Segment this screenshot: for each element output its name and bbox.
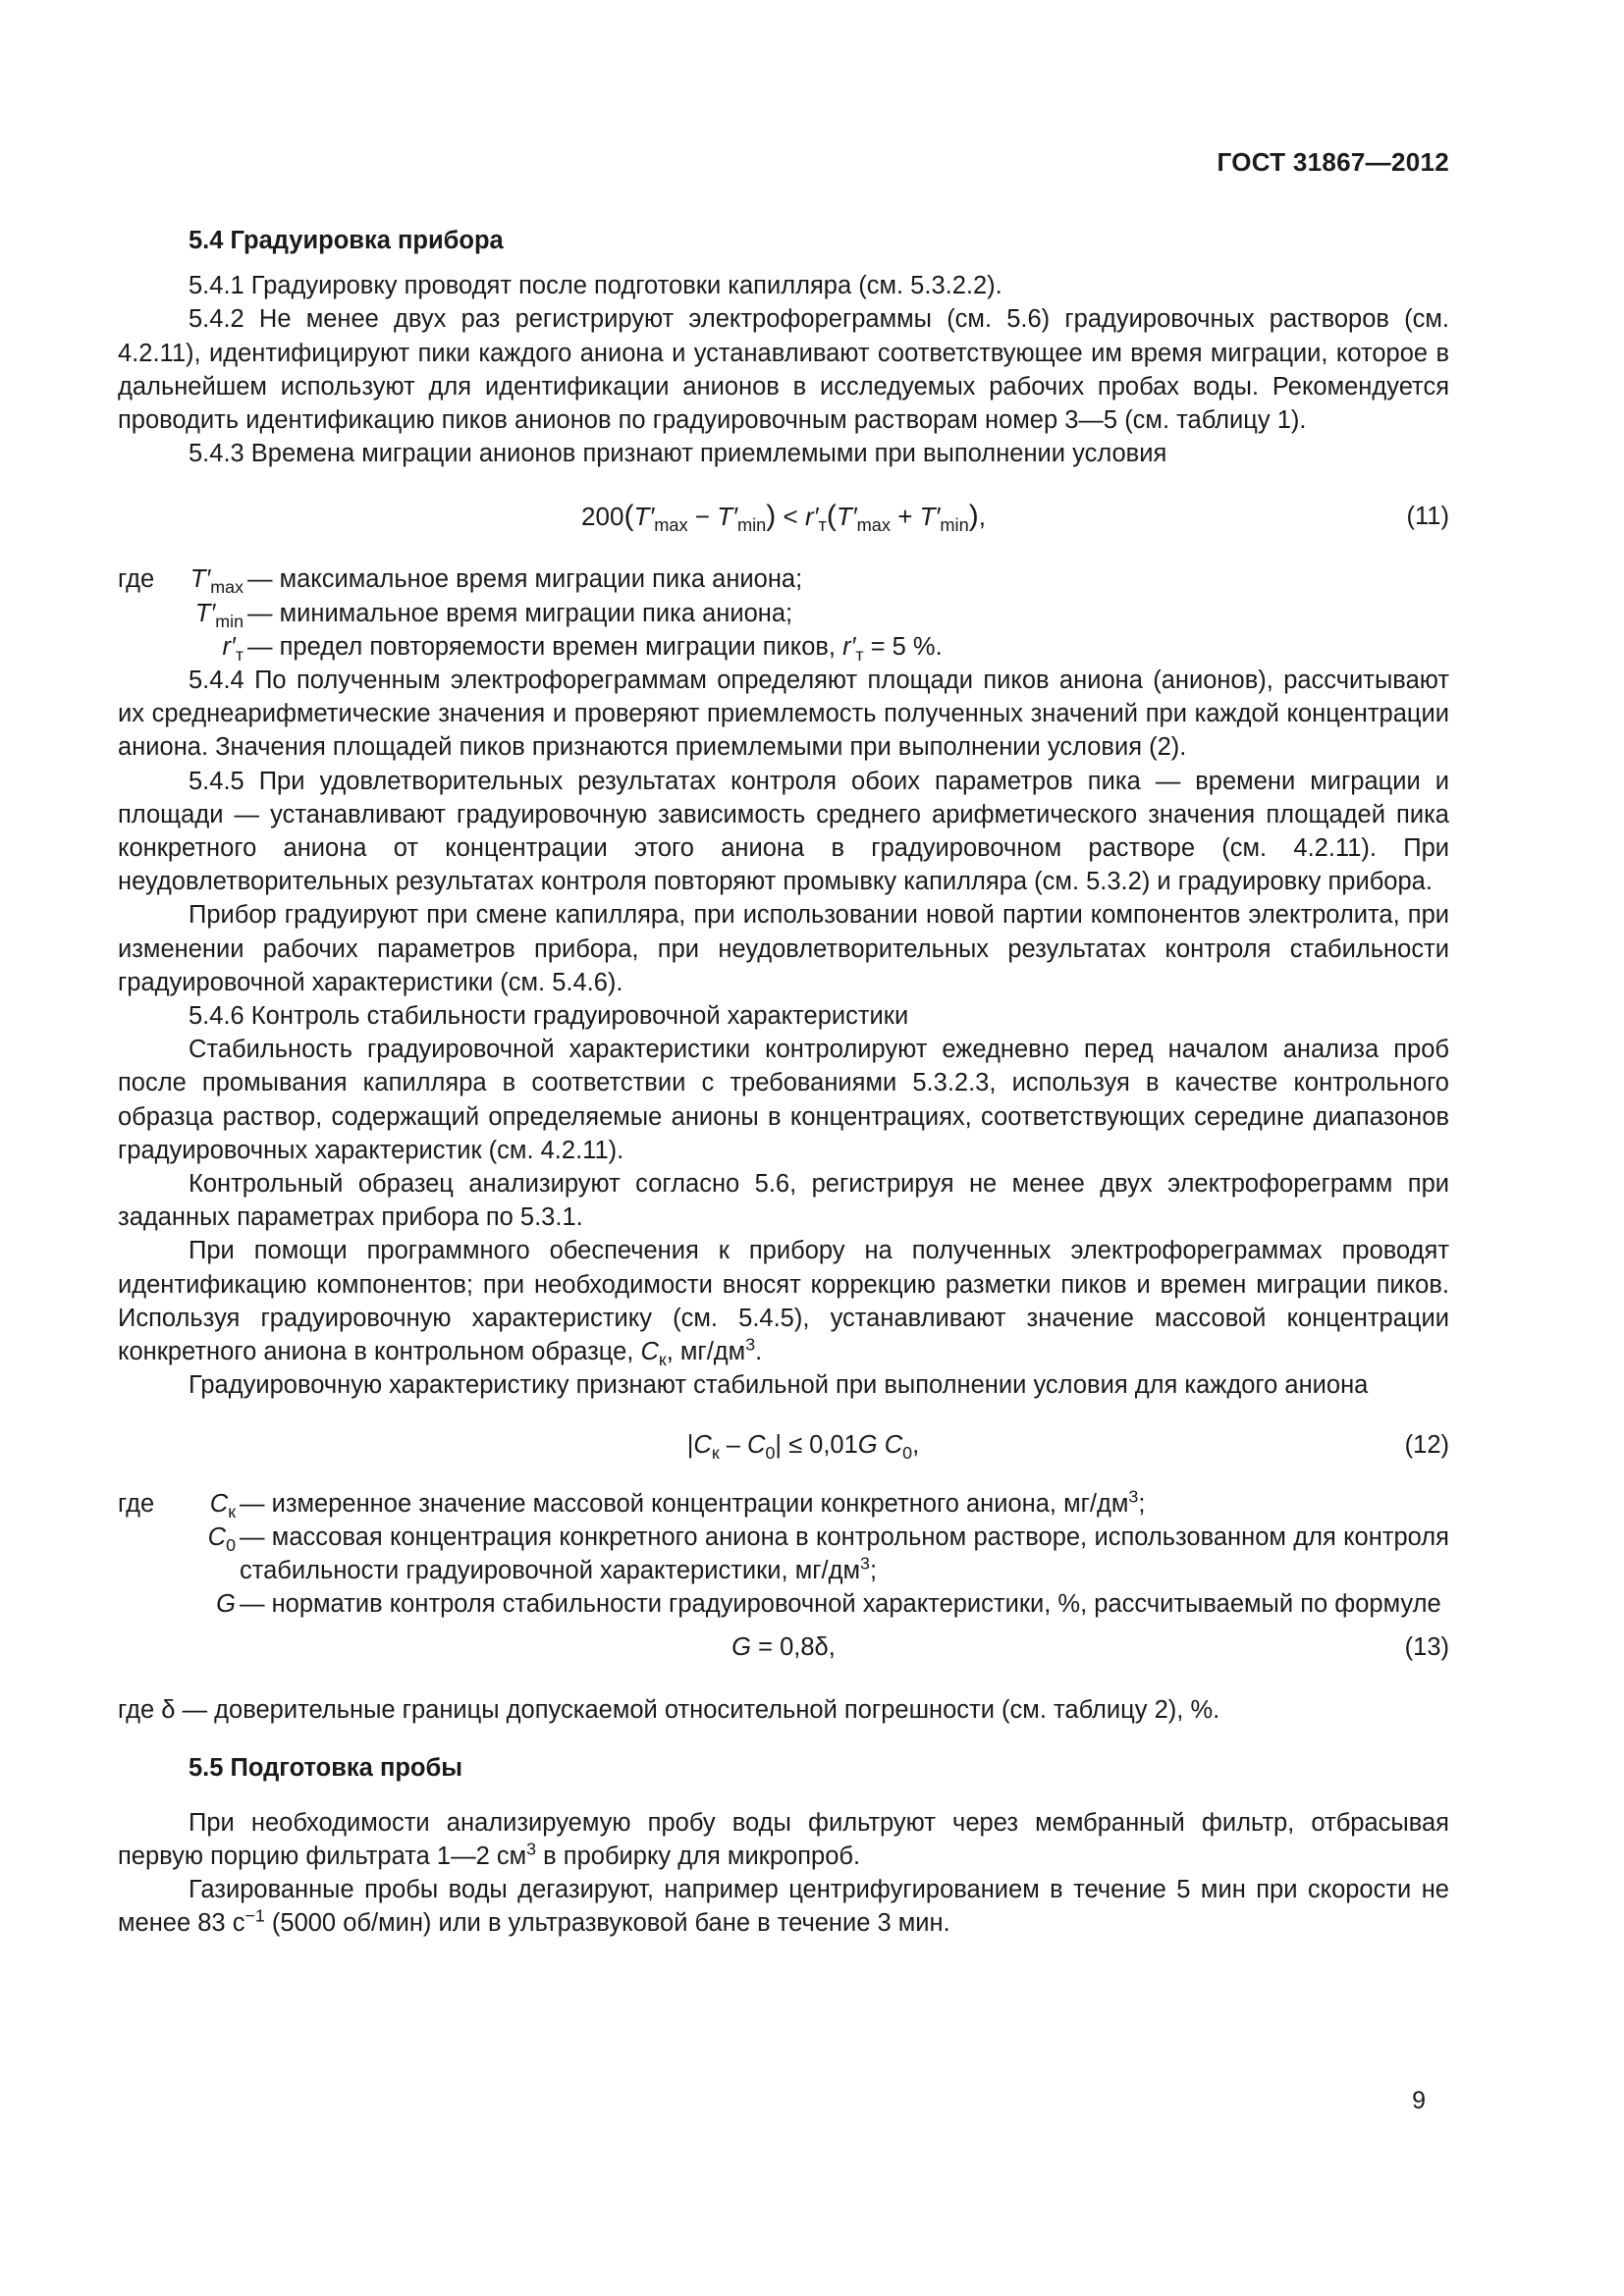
paragraph-5-4-1: 5.4.1 Градуировку проводят после подготовки капилляра (см. 5.3.2.2). [189, 272, 1002, 300]
formula-11-expression: $200(T'_{max} - T'_{min}) < r'_т(T'_{max} + T'_{min})$, [581, 500, 986, 536]
paragraph-control-sample: Контрольный образец анализируют согласно 5.6, регистрируя не менее двух электрофореграмм при заданных параметрах прибора по 5.3.1. [118, 1170, 1449, 1232]
formula-11 [118, 500, 1449, 536]
paragraph-stability: Стабильность градуировочной характеристики контролируют ежедневно перед началом анализа проб после промывания капилляра в соответствии с требованиями 5.3.2.3, используя в качестве контрольного образца раствор, содержащий определяемые анионы в концентрациях, соответствующих середине диапазонов градуировочных характеристик (см. 4.2.11). [118, 1036, 1449, 1164]
paragraph-5-4-2: 5.4.2 Не менее двух раз регистрируют электрофореграммы (см. 5.6) градуировочных растворов (см. 4.2.11), идентифицируют пики каждого аниона и устанавливают соответствующее им время миграции, которое в дальнейшем используют для идентификации анионов в исследуемых рабочих пробах воды. Рекомендуется проводить идентификацию пиков анионов по градуировочным растворам номер 3—5 (см. таблицу 1). [118, 305, 1449, 435]
paragraph-degassing: Газированные пробы воды дегазируют, например центрифугированием в течение 5 мин при скорости не менее 83 $с^{-1}$ (5000 об/мин) или в ультразвуковой бане в течение 3 мин. [118, 1876, 1449, 1938]
formula-13-legend: где δ — доверительные границы допускаемой относительной погрешности (см. таблицу 2), %. [118, 1696, 1220, 1725]
paragraph-filtering: При необходимости анализируемую пробу воды фильтруют через мембранный фильтр, отбрасывая первую порцию фильтрата 1—2 $см^3$ в пробирку для микропроб. [118, 1808, 1449, 1870]
section-title-5-4: 5.4 Градуировка прибора [189, 227, 504, 254]
formula-12-legend: где $C_к$ — измеренное значение массовой концентрации конкретного аниона, $мг/дм^3$; $C_0$ — массовая концентрация конкретного аниона в контрольном растворе, использованном для контроля стабильности градуировочной характеристики, $мг/дм^3$; G — норматив контроля стабильности градуировочной характеристики, %, рассчитываемый по формуле [118, 1486, 1449, 1619]
paragraph-recalibration: Прибор градуируют при смене капилляра, при использовании новой партии компонентов электролита, при изменении рабочих параметров прибора, при неудовлетворительных результатах контроля стабильности градуировочной характеристики (см. 5.4.6). [118, 901, 1449, 996]
formula-11-legend: где $T'_{max}$ — максимальное время миграции пика аниона; $T'_{min}$ — минимальное время миграции пика аниона; $r'_т$ — предел повторяемости времен миграции пиков, $r'_т = 5$ %. [118, 565, 943, 665]
paragraph-stable-condition: Градуировочную характеристику признают стабильной при выполнении условия для каждого аниона [189, 1371, 1369, 1400]
page-number: 9 [1412, 2087, 1426, 2114]
document-body [118, 224, 1449, 1941]
formula-11-number: (11) [1406, 503, 1449, 531]
formula-12 [118, 1428, 1449, 1462]
paragraph-5-4-6: 5.4.6 Контроль стабильности градуировочной характеристики [189, 1002, 909, 1031]
document-id-header: ГОСТ 31867—2012 [1217, 147, 1449, 177]
paragraph-5-4-4: 5.4.4 По полученным электрофореграммам определяют площади пиков аниона (анионов), рассчитывают их среднеарифметические значения и проверяют приемлемость полученных значений при каждой концентрации аниона. Значения площадей пиков признаются приемлемыми при выполнении условия (2). [118, 667, 1449, 762]
paragraph-software: При помощи программного обеспечения к прибору на полученных электрофореграммах проводят идентификацию компонентов; при необходимости вносят коррекцию разметки пиков и времен миграции пиков. Используя градуировочную характеристику (см. 5.4.5), устанавливают значение массовой концентрации конкретного аниона в контрольном образце, $C_к$, $мг/дм^3$. [118, 1237, 1449, 1370]
formula-13-number: (13) [1404, 1633, 1449, 1662]
formula-12-number: (12) [1404, 1430, 1449, 1459]
paragraph-5-4-3: 5.4.3 Времена миграции анионов признают приемлемыми при выполнении условия [189, 440, 1167, 468]
paragraph-5-4-5: 5.4.5 При удовлетворительных результатах контроля обоих параметров пика — времени миграции и площади — устанавливают градуировочную зависимость среднего арифметического значения площадей пика конкретного аниона от концентрации этого аниона в градуировочном растворе (см. 4.2.11). При неудовлетворительных результатах контроля повторяют промывку капилляра (см. 5.3.2) и градуировку прибора. [118, 767, 1449, 896]
formula-13-expression: G = 0,8δ, [731, 1633, 836, 1662]
formula-12-expression: $|C_к - C_0| \le 0,01G$ $C_0$, [686, 1430, 920, 1463]
formula-13 [118, 1630, 1449, 1664]
section-title-5-5: 5.5 Подготовка пробы [189, 1753, 463, 1782]
